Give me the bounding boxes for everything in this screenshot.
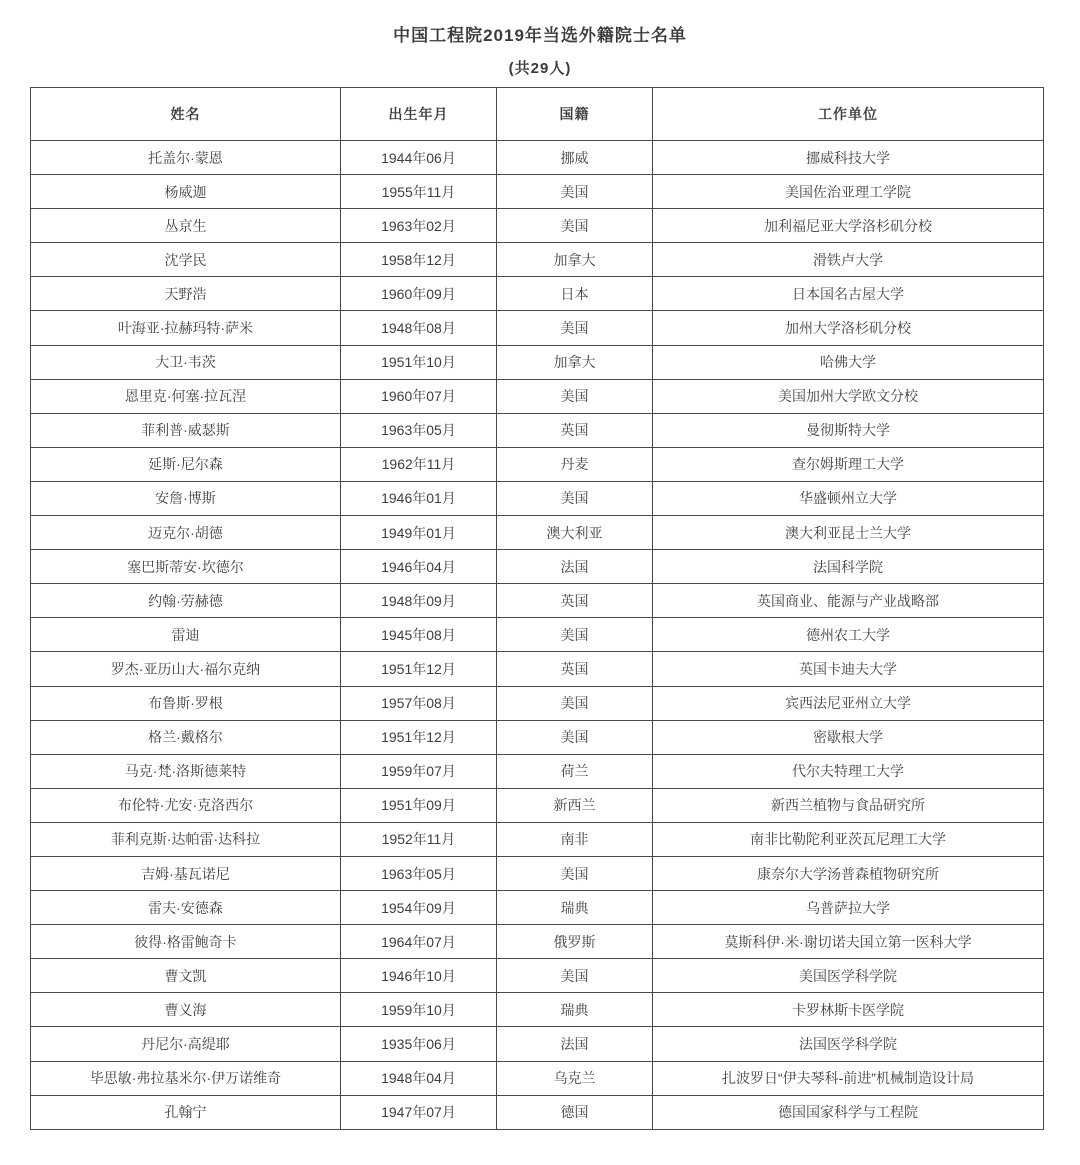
nationality-cell: 瑞典 — [496, 993, 652, 1027]
name-cell: 天野浩 — [31, 277, 341, 311]
nationality-cell: 荷兰 — [496, 754, 652, 788]
work-unit-cell: 英国卡迪夫大学 — [652, 652, 1043, 686]
nationality-cell: 美国 — [496, 209, 652, 243]
nationality-cell: 南非 — [496, 822, 652, 856]
table-row — [31, 720, 1044, 754]
work-unit-cell: 挪威科技大学 — [652, 141, 1043, 175]
column-header-nationality-cell: 国籍 — [496, 88, 652, 141]
work-unit-cell: 密歇根大学 — [652, 720, 1043, 754]
work-unit-cell: 扎波罗日“伊夫琴科-前进”机械制造设计局 — [652, 1061, 1043, 1095]
birth-date-cell: 1944年06月 — [340, 141, 496, 175]
table-row — [31, 345, 1044, 379]
birth-date-cell: 1951年09月 — [340, 788, 496, 822]
work-unit-cell: 代尔夫特理工大学 — [652, 754, 1043, 788]
table-row — [31, 516, 1044, 550]
birth-date-cell: 1963年02月 — [340, 209, 496, 243]
name-cell: 塞巴斯蒂安·坎德尔 — [31, 550, 341, 584]
table-row — [31, 413, 1044, 447]
birth-date-cell: 1958年12月 — [340, 243, 496, 277]
work-unit-cell: 滑铁卢大学 — [652, 243, 1043, 277]
work-unit-cell: 莫斯科伊·米·谢切诺夫国立第一医科大学 — [652, 925, 1043, 959]
table-row — [31, 822, 1044, 856]
nationality-cell: 澳大利亚 — [496, 516, 652, 550]
nationality-cell: 美国 — [496, 686, 652, 720]
page-title: 中国工程院2019年当选外籍院士名单 — [393, 26, 687, 45]
nationality-cell: 乌克兰 — [496, 1061, 652, 1095]
nationality-cell: 瑞典 — [496, 891, 652, 925]
nationality-cell: 美国 — [496, 175, 652, 209]
nationality-cell: 美国 — [496, 379, 652, 413]
name-cell: 布鲁斯·罗根 — [31, 686, 341, 720]
nationality-cell: 美国 — [496, 959, 652, 993]
name-cell: 孔翰宁 — [31, 1095, 341, 1129]
nationality-cell: 日本 — [496, 277, 652, 311]
name-cell: 雷夫·安德森 — [31, 891, 341, 925]
table-body — [31, 141, 1044, 1130]
table-row — [31, 550, 1044, 584]
table-row — [31, 447, 1044, 481]
table-row — [31, 584, 1044, 618]
work-unit-cell: 加州大学洛杉矶分校 — [652, 311, 1043, 345]
birth-date-cell: 1935年06月 — [340, 1027, 496, 1061]
birth-date-cell: 1951年12月 — [340, 652, 496, 686]
nationality-cell: 美国 — [496, 618, 652, 652]
table-row — [31, 277, 1044, 311]
birth-date-cell: 1947年07月 — [340, 1095, 496, 1129]
table-row — [31, 141, 1044, 175]
table-row — [31, 925, 1044, 959]
work-unit-cell: 法国医学科学院 — [652, 1027, 1043, 1061]
table-row — [31, 856, 1044, 890]
work-unit-cell: 美国加州大学欧文分校 — [652, 379, 1043, 413]
name-cell: 杨威迦 — [31, 175, 341, 209]
work-unit-cell: 南非比勒陀利亚茨瓦尼理工大学 — [652, 822, 1043, 856]
nationality-cell: 法国 — [496, 1027, 652, 1061]
name-cell: 托盖尔·蒙恩 — [31, 141, 341, 175]
birth-date-cell: 1963年05月 — [340, 413, 496, 447]
birth-date-cell: 1960年09月 — [340, 277, 496, 311]
name-cell: 恩里克·何塞·拉瓦涅 — [31, 379, 341, 413]
table-row — [31, 209, 1044, 243]
work-unit-cell: 乌普萨拉大学 — [652, 891, 1043, 925]
column-header-work-unit-cell: 工作单位 — [652, 88, 1043, 141]
table-row — [31, 481, 1044, 515]
birth-date-cell: 1957年08月 — [340, 686, 496, 720]
birth-date-cell: 1959年07月 — [340, 754, 496, 788]
nationality-cell: 加拿大 — [496, 345, 652, 379]
nationality-cell: 英国 — [496, 652, 652, 686]
nationality-cell: 法国 — [496, 550, 652, 584]
birth-date-cell: 1946年10月 — [340, 959, 496, 993]
work-unit-cell: 曼彻斯特大学 — [652, 413, 1043, 447]
birth-date-cell: 1949年01月 — [340, 516, 496, 550]
nationality-cell: 美国 — [496, 720, 652, 754]
table-row — [31, 379, 1044, 413]
table-row — [31, 788, 1044, 822]
nationality-cell: 俄罗斯 — [496, 925, 652, 959]
work-unit-cell: 康奈尔大学汤普森植物研究所 — [652, 856, 1043, 890]
table-row — [31, 1061, 1044, 1095]
name-cell: 菲利普·威瑟斯 — [31, 413, 341, 447]
table-row — [31, 618, 1044, 652]
nationality-cell: 美国 — [496, 311, 652, 345]
name-cell: 大卫·韦茨 — [31, 345, 341, 379]
nationality-cell: 美国 — [496, 856, 652, 890]
birth-date-cell: 1951年12月 — [340, 720, 496, 754]
nationality-cell: 英国 — [496, 584, 652, 618]
table-header-row — [31, 88, 1044, 141]
name-cell: 吉姆·基瓦诺尼 — [31, 856, 341, 890]
work-unit-cell: 日本国名古屋大学 — [652, 277, 1043, 311]
work-unit-cell: 哈佛大学 — [652, 345, 1043, 379]
nationality-cell: 挪威 — [496, 141, 652, 175]
work-unit-cell: 宾西法尼亚州立大学 — [652, 686, 1043, 720]
column-header-birth-date-cell: 出生年月 — [340, 88, 496, 141]
name-cell: 丹尼尔·高缇耶 — [31, 1027, 341, 1061]
table-row — [31, 959, 1044, 993]
name-cell: 雷迪 — [31, 618, 341, 652]
work-unit-cell: 英国商业、能源与产业战略部 — [652, 584, 1043, 618]
work-unit-cell: 华盛顿州立大学 — [652, 481, 1043, 515]
column-header-name-cell: 姓名 — [31, 88, 341, 141]
table-row — [31, 993, 1044, 1027]
birth-date-cell: 1963年05月 — [340, 856, 496, 890]
nationality-cell: 德国 — [496, 1095, 652, 1129]
work-unit-cell: 德州农工大学 — [652, 618, 1043, 652]
name-cell: 格兰·戴格尔 — [31, 720, 341, 754]
table-row — [31, 1095, 1044, 1129]
work-unit-cell: 法国科学院 — [652, 550, 1043, 584]
name-cell: 彼得·格雷鲍奇卡 — [31, 925, 341, 959]
page-subtitle: (共29人) — [508, 60, 572, 77]
name-cell: 曹文凯 — [31, 959, 341, 993]
name-cell: 安詹·博斯 — [31, 481, 341, 515]
table-row — [31, 175, 1044, 209]
birth-date-cell: 1952年11月 — [340, 822, 496, 856]
name-cell: 菲利克斯·达帕雷·达科拉 — [31, 822, 341, 856]
table-row — [31, 1027, 1044, 1061]
table-row — [31, 891, 1044, 925]
nationality-cell: 美国 — [496, 481, 652, 515]
table-row — [31, 311, 1044, 345]
name-cell: 沈学民 — [31, 243, 341, 277]
table-row — [31, 754, 1044, 788]
name-cell: 迈克尔·胡德 — [31, 516, 341, 550]
nationality-cell: 新西兰 — [496, 788, 652, 822]
birth-date-cell: 1946年01月 — [340, 481, 496, 515]
birth-date-cell: 1955年11月 — [340, 175, 496, 209]
birth-date-cell: 1964年07月 — [340, 925, 496, 959]
name-cell: 丛京生 — [31, 209, 341, 243]
birth-date-cell: 1945年08月 — [340, 618, 496, 652]
name-cell: 曹义海 — [31, 993, 341, 1027]
birth-date-cell: 1959年10月 — [340, 993, 496, 1027]
table-row — [31, 243, 1044, 277]
work-unit-cell: 澳大利亚昆士兰大学 — [652, 516, 1043, 550]
name-cell: 毕思敏·弗拉基米尔·伊万诺维奇 — [31, 1061, 341, 1095]
nationality-cell: 加拿大 — [496, 243, 652, 277]
name-cell: 罗杰·亚历山大·福尔克纳 — [31, 652, 341, 686]
table-row — [31, 652, 1044, 686]
birth-date-cell: 1948年04月 — [340, 1061, 496, 1095]
nationality-cell: 丹麦 — [496, 447, 652, 481]
birth-date-cell: 1946年04月 — [340, 550, 496, 584]
foreign-members-table — [30, 87, 1044, 1130]
birth-date-cell: 1948年09月 — [340, 584, 496, 618]
work-unit-cell: 美国佐治亚理工学院 — [652, 175, 1043, 209]
work-unit-cell: 卡罗林斯卡医学院 — [652, 993, 1043, 1027]
name-cell: 约翰·劳赫德 — [31, 584, 341, 618]
name-cell: 延斯·尼尔森 — [31, 447, 341, 481]
work-unit-cell: 新西兰植物与食品研究所 — [652, 788, 1043, 822]
name-cell: 马克·梵·洛斯德莱特 — [31, 754, 341, 788]
birth-date-cell: 1954年09月 — [340, 891, 496, 925]
birth-date-cell: 1948年08月 — [340, 311, 496, 345]
birth-date-cell: 1962年11月 — [340, 447, 496, 481]
work-unit-cell: 美国医学科学院 — [652, 959, 1043, 993]
table-row — [31, 686, 1044, 720]
name-cell: 叶海亚·拉赫玛特·萨米 — [31, 311, 341, 345]
nationality-cell: 英国 — [496, 413, 652, 447]
name-cell: 布伦特·尤安·克洛西尔 — [31, 788, 341, 822]
work-unit-cell: 查尔姆斯理工大学 — [652, 447, 1043, 481]
work-unit-cell: 加利福尼亚大学洛杉矶分校 — [652, 209, 1043, 243]
birth-date-cell: 1951年10月 — [340, 345, 496, 379]
birth-date-cell: 1960年07月 — [340, 379, 496, 413]
work-unit-cell: 德国国家科学与工程院 — [652, 1095, 1043, 1129]
